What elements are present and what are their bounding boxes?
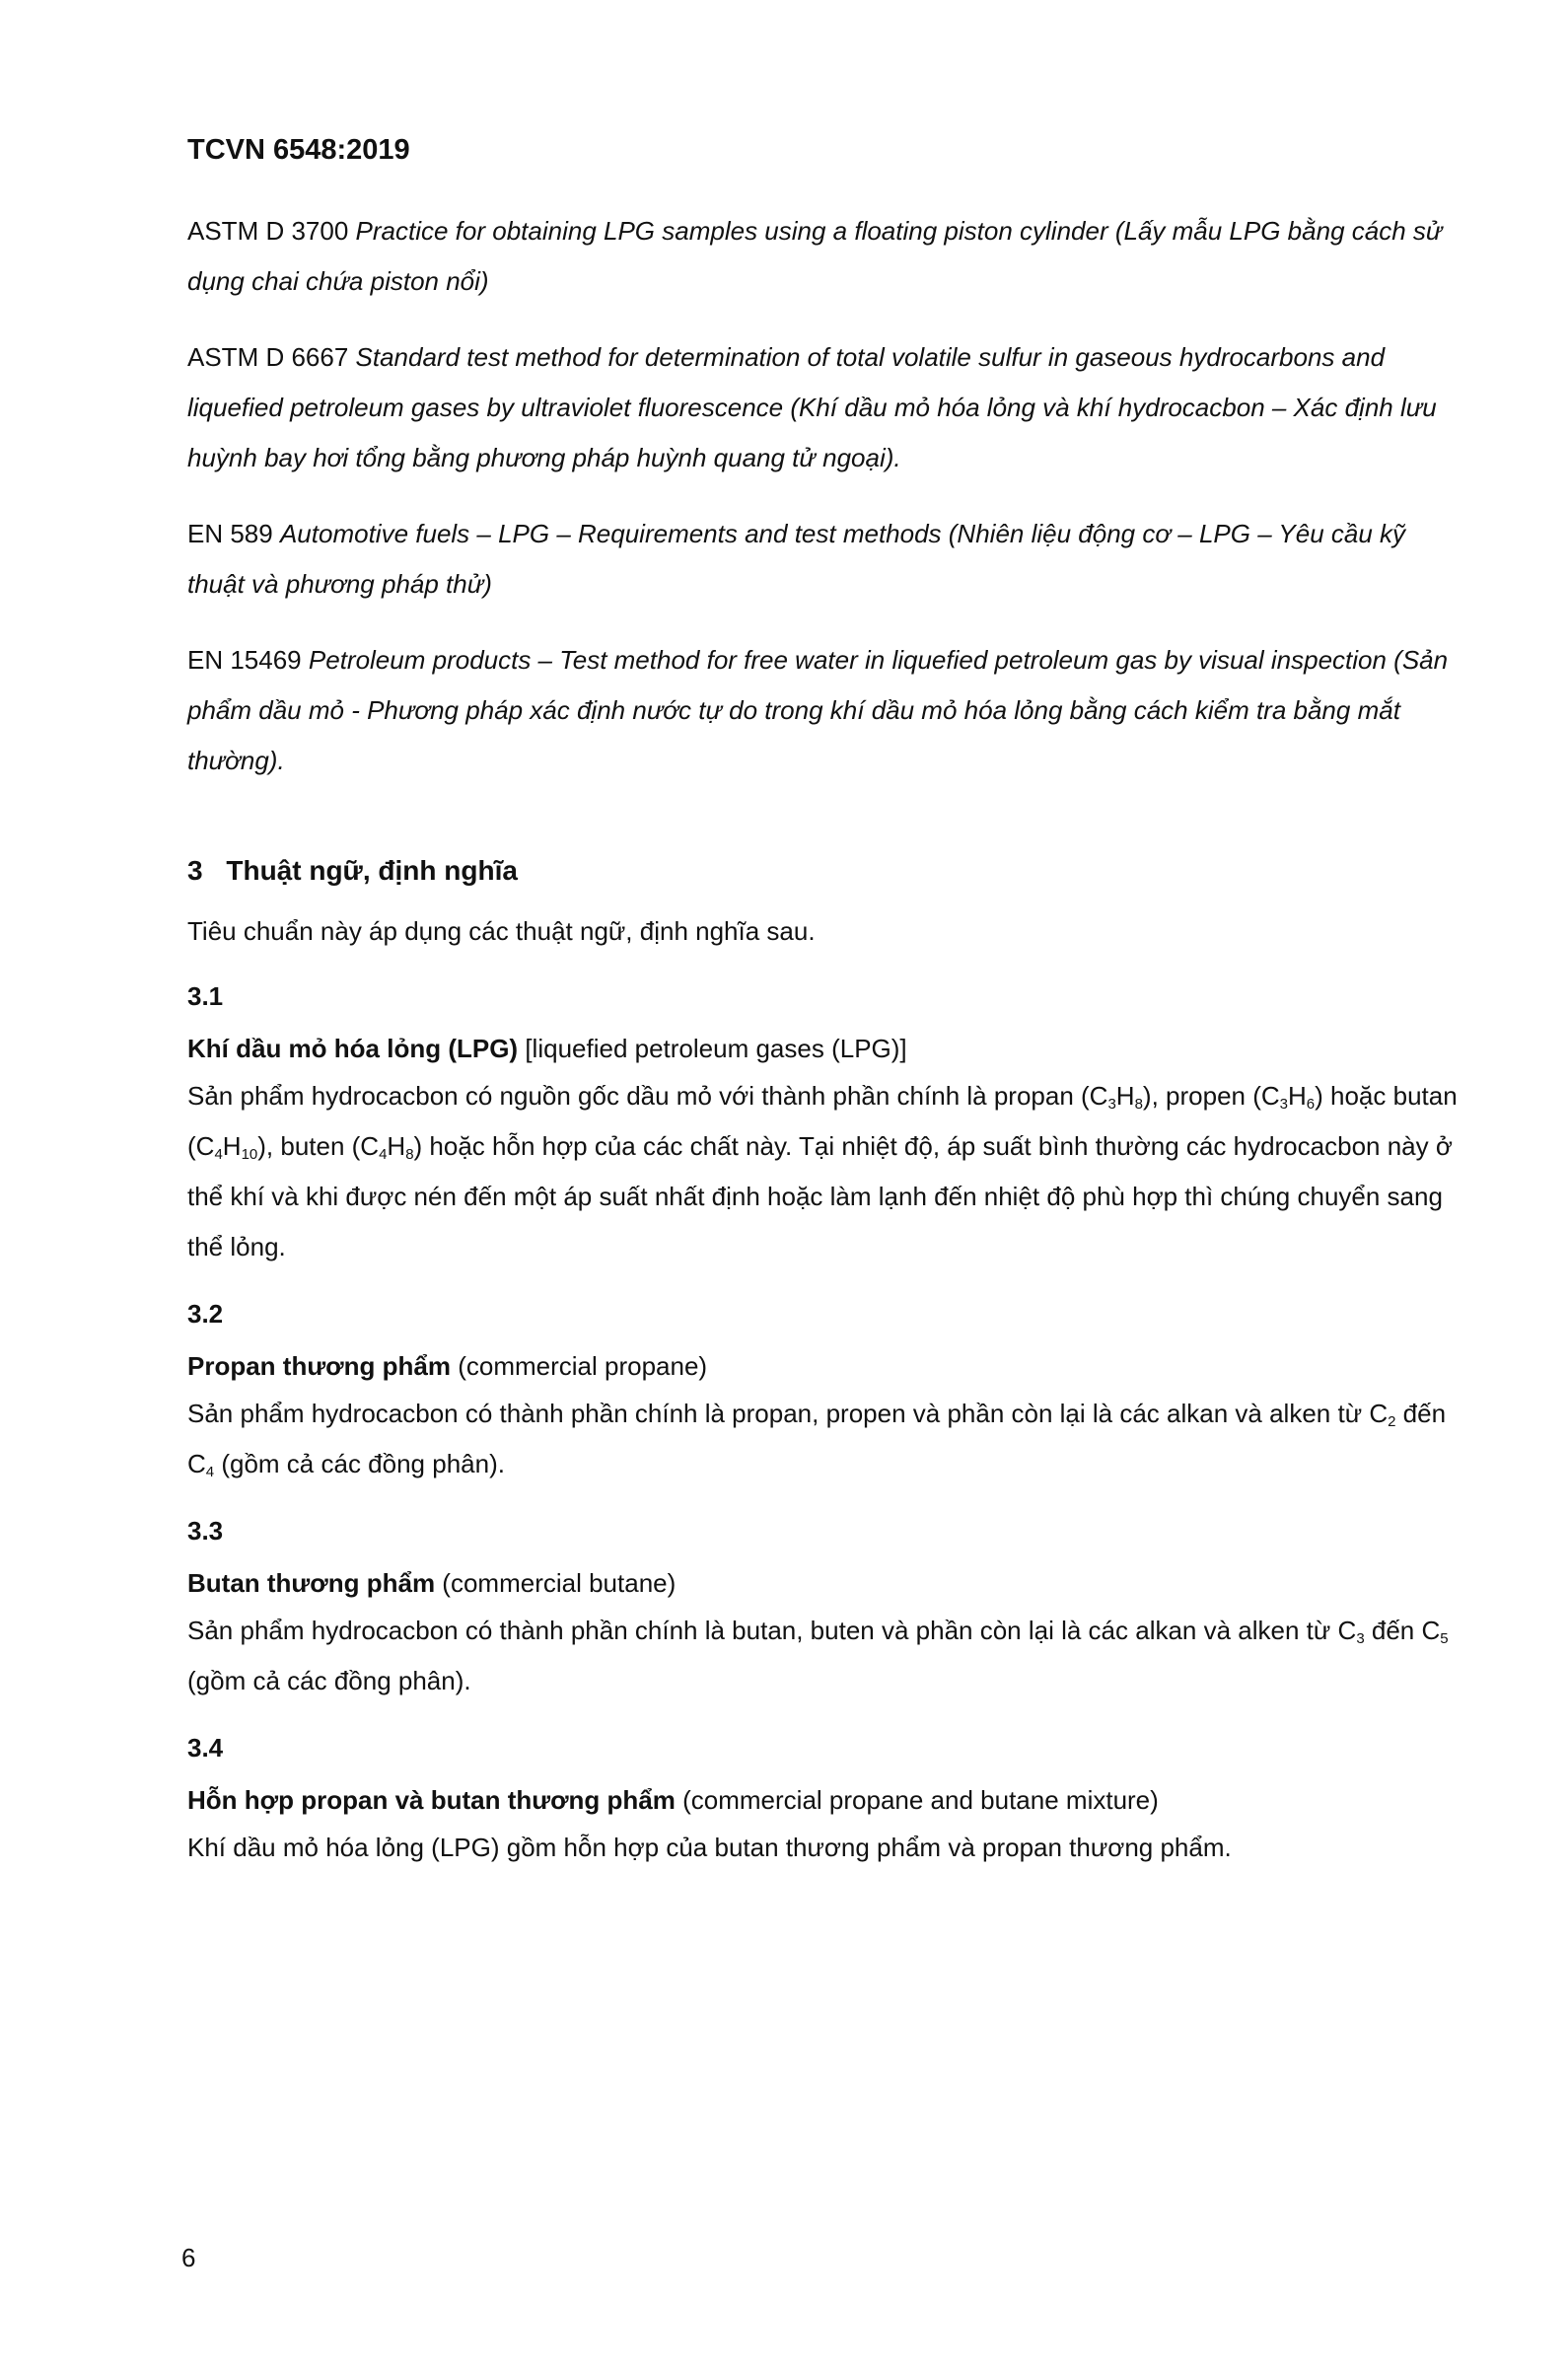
term-number: 3.4: [187, 1733, 224, 1763]
reference-code: ASTM D 6667: [187, 342, 349, 372]
subscript: 4: [214, 1146, 223, 1163]
subscript: 4: [205, 1464, 215, 1480]
section-title: Thuật ngữ, định nghĩa: [226, 855, 518, 886]
page-content: [187, 134, 1460, 1895]
reference-en-589: [187, 509, 1460, 610]
def-text: ) hoặc hỗn hợp của các chất này. Tại nhiệt độ, áp suất bình thường các hydrocacbon này ở thể khí và khi được nén đến một áp suất nhất định hoặc làm lạnh đến nhiệt độ phù hợp thì chúng chuyển sang thể lỏng.: [187, 1131, 1453, 1261]
def-text: H: [1115, 1081, 1135, 1111]
term-name: Propan thương phẩm: [187, 1351, 451, 1381]
section-heading: [187, 855, 1460, 887]
subscript: 5: [1440, 1630, 1449, 1647]
reference-code: EN 15469: [187, 645, 302, 675]
reference-title: Automotive fuels – LPG – Requirements and test methods (Nhiên liệu động cơ – LPG – Yêu cầu kỹ thuật và phương pháp thử): [187, 519, 1406, 599]
reference-title: Standard test method for determination of total volatile sulfur in gaseous hydrocarbons and liquefied petroleum gases by ultraviolet fluorescence (Khí dầu mỏ hóa lỏng và khí hydrocacbon – Xác định lưu huỳnh bay hơi tổng bằng phương pháp huỳnh quang tử ngoại).: [187, 342, 1437, 472]
def-text: ), propen (C: [1142, 1081, 1280, 1111]
reference-title: Practice for obtaining LPG samples using a floating piston cylinder (Lấy mẫu LPG bằng cách sử dụng chai chứa piston nổi): [187, 216, 1443, 296]
subscript: 6: [1306, 1096, 1316, 1113]
term-name: Hỗn hợp propan và butan thương phẩm: [187, 1785, 676, 1815]
term-definition: [187, 1071, 1460, 1272]
reference-code: ASTM D 3700: [187, 216, 349, 246]
subscript: 3: [1279, 1096, 1288, 1113]
subscript: 4: [379, 1146, 388, 1163]
term-name: Butan thương phẩm: [187, 1568, 436, 1598]
def-text: H: [222, 1131, 242, 1161]
term-definition: [187, 1389, 1460, 1489]
term-definition: [187, 1606, 1460, 1706]
reference-astm-d6667: [187, 332, 1460, 483]
term-title: [187, 1026, 1460, 1071]
term-english: (commercial propane and butane mixture): [682, 1785, 1159, 1815]
term-number: 3.2: [187, 1299, 224, 1329]
section-number: 3: [187, 855, 203, 886]
term-english: (commercial propane): [458, 1351, 708, 1381]
term-definition: Khí dầu mỏ hóa lỏng (LPG) gồm hỗn hợp của butan thương phẩm và propan thương phẩm.: [187, 1833, 1232, 1862]
def-text: đến C: [187, 1399, 1447, 1478]
subscript: 8: [1134, 1096, 1143, 1113]
def-text: H: [387, 1131, 406, 1161]
term-title: [187, 1343, 1460, 1389]
term-title: [187, 1777, 1460, 1823]
reference-en-15469: [187, 635, 1460, 786]
def-text: ), buten (C: [257, 1131, 380, 1161]
def-text: H: [1288, 1081, 1307, 1111]
def-text: ) hoặc butan (C: [187, 1081, 1458, 1161]
def-text: Sản phẩm hydrocacbon có thành phần chính là butan, buten và phần còn lại là các alkan và alken từ C: [187, 1616, 1357, 1645]
def-text: (gồm cả các đồng phân).: [187, 1666, 471, 1695]
subscript: 3: [1356, 1630, 1365, 1647]
subscript: 3: [1107, 1096, 1116, 1113]
term-english: (commercial butane): [442, 1568, 677, 1598]
term-title: [187, 1560, 1460, 1606]
term-number: 3.3: [187, 1516, 224, 1546]
term-number: 3.1: [187, 981, 224, 1011]
subscript: 10: [241, 1146, 258, 1163]
reference-astm-d3700: [187, 206, 1460, 307]
subscript: 2: [1388, 1413, 1396, 1430]
reference-code: EN 589: [187, 519, 273, 548]
reference-title: Petroleum products – Test method for free water in liquefied petroleum gas by visual inspection (Sản phẩm dầu mỏ - Phương pháp xác định nước tự do trong khí dầu mỏ hóa lỏng bằng cách kiểm tra bằng mắt thường).: [187, 645, 1449, 775]
def-text: Sản phẩm hydrocacbon có thành phần chính là propan, propen và phần còn lại là các alkan và alken từ C: [187, 1399, 1389, 1428]
page-number: 6: [181, 2243, 196, 2272]
term-name: Khí dầu mỏ hóa lỏng (LPG): [187, 1034, 519, 1063]
term-english: [liquefied petroleum gases (LPG)]: [525, 1034, 907, 1063]
section-intro: Tiêu chuẩn này áp dụng các thuật ngữ, định nghĩa sau.: [187, 916, 816, 946]
def-text: (gồm cả các đồng phân).: [214, 1449, 505, 1478]
def-text: Sản phẩm hydrocacbon có nguồn gốc dầu mỏ với thành phần chính là propan (C: [187, 1081, 1108, 1111]
def-text: đến C: [1364, 1616, 1441, 1645]
subscript: 8: [405, 1146, 414, 1163]
document-code: TCVN 6548:2019: [187, 134, 410, 166]
